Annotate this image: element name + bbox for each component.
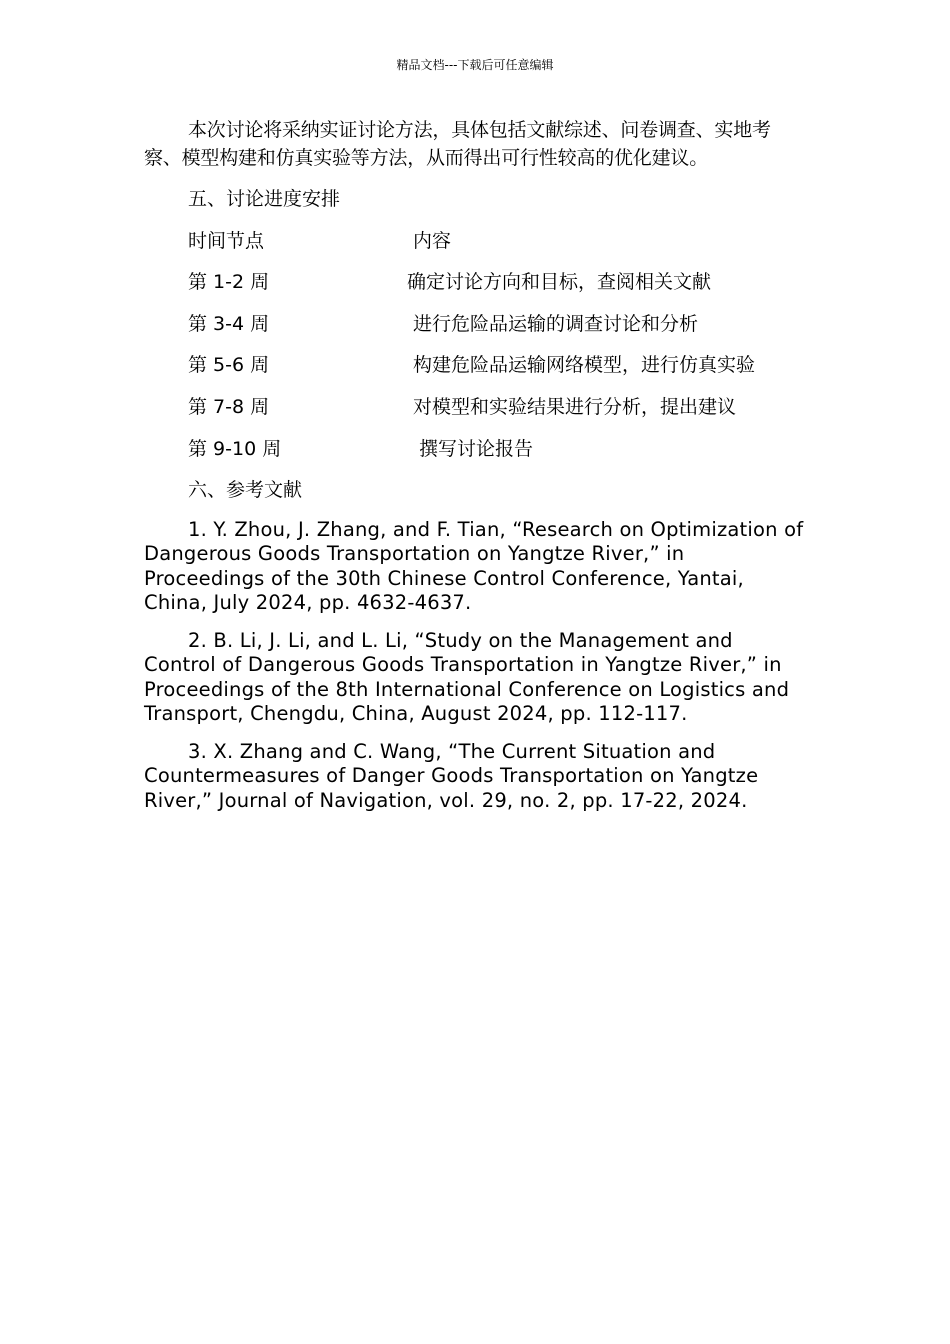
- schedule-time: 第 1-2 周: [188, 271, 270, 293]
- schedule-row: [188, 268, 808, 296]
- schedule-content: 进行危险品运输的调查讨论和分析: [413, 313, 699, 335]
- schedule-time: 第 5-6 周: [188, 354, 270, 376]
- schedule-row: [188, 393, 808, 421]
- reference-item: 1. Y. Zhou, J. Zhang, and F. Tian, “Research on Optimization of Dangerous Goods Transportation on Yangtze River,” in Proceedings of the 30th Chinese Control Conference, Yantai, China, July 2024, pp. 4632-4637.: [144, 518, 804, 614]
- schedule-time: 第 9-10 周: [188, 438, 282, 460]
- schedule-time: 第 7-8 周: [188, 396, 270, 418]
- intro-paragraph: 本次讨论将采纳实证讨论方法，具体包括文献综述、问卷调查、实地考察、模型构建和仿真实验等方法，从而得出可行性较高的优化建议。: [144, 119, 771, 169]
- schedule-row: [188, 435, 808, 463]
- section-5-heading: 五、讨论进度安排: [188, 188, 341, 210]
- schedule-row: [188, 351, 808, 379]
- schedule-content: 撰写讨论报告: [419, 438, 534, 460]
- schedule-time: 第 3-4 周: [188, 313, 270, 335]
- section-6-heading: 六、参考文献: [188, 479, 303, 501]
- schedule-content: 构建危险品运输网络模型，进行仿真实验: [413, 354, 756, 376]
- schedule-header-row: [188, 227, 808, 255]
- schedule-content: 确定讨论方向和目标，查阅相关文献: [407, 271, 712, 293]
- schedule-content: 对模型和实验结果进行分析，提出建议: [413, 396, 737, 418]
- reference-item: 2. B. Li, J. Li, and L. Li, “Study on the Management and Control of Dangerous Goods Transportation in Yangtze River,” in Proceedings of the 8th International Conference on Logistics and Transport, Chengdu, China, August 2024, pp. 112-117.: [144, 629, 790, 725]
- schedule-time-header: 时间节点: [188, 230, 265, 252]
- schedule-content-header: 内容: [413, 230, 452, 252]
- schedule-row: [188, 310, 808, 338]
- reference-item: 3. X. Zhang and C. Wang, “The Current Situation and Countermeasures of Danger Goods Transportation on Yangtze River,” Journal of Navigation, vol. 29, no. 2, pp. 17-22, 2024.: [144, 740, 759, 812]
- page-header: 精品文档---下载后可任意编辑: [396, 58, 554, 72]
